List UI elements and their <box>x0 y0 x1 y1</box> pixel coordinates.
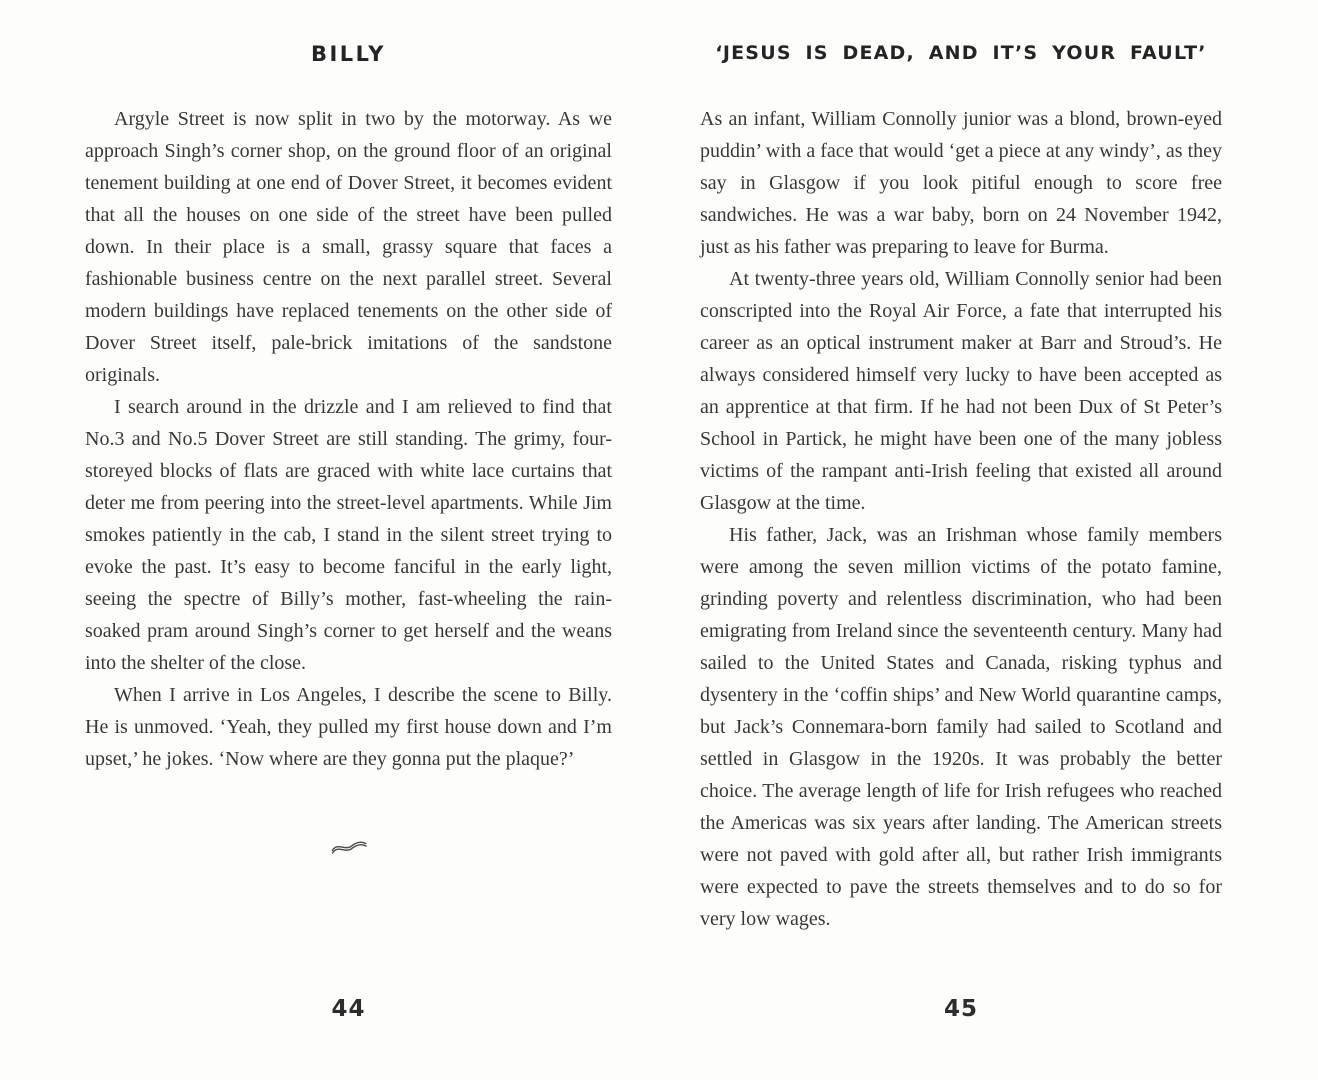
paragraph: His father, Jack, was an Irishman whose family members were among the seven million victims of the potato famine, grinding poverty and relentless discrimination, who had been emigrating from Ireland since the seventeenth century. Many had sailed to the United States and Canada, risking typhus and dysentery in the ‘coffin ships’ and New World quarantine camps, but Jack’s Connemara-born family had sailed to Scotland and settled in Glasgow in the 1920s. It was probably the better choice. The average length of life for Irish refugees who reached the Americas was six years after landing. The American streets were not paved with gold after all, but rather Irish immigrants were expected to pave the streets themselves and to do so for very low wages. <box>700 524 1222 930</box>
page-right <box>700 0 1222 1080</box>
paragraph: At twenty-three years old, William Connolly senior had been conscripted into the Royal Air Force, a fate that interrupted his career as an optical instrument maker at Barr and Stroud’s. He always considered himself very lucky to have been accepted as an apprentice at that firm. If he had not been Dux of St Peter’s School in Partick, he might have been one of the many jobless victims of the rampant anti-Irish feeling that existed all around Glasgow at the time. <box>700 268 1222 514</box>
right-running-head: ‘JESUS IS DEAD, AND IT’S YOUR FAULT’ <box>715 42 1207 64</box>
right-body-text <box>700 103 1222 935</box>
paragraph: I search around in the drizzle and I am relieved to find that No.3 and No.5 Dover Street are still standing. The grimy, four-storeyed blocks of flats are graced with white lace curtains that deter me from peering into the street-level apartments. While Jim smokes patiently in the cab, I stand in the silent street trying to evoke the past. It’s easy to become fanciful in the early light, seeing the spectre of Billy’s mother, fast-wheeling the rain-soaked pram around Singh’s corner to get herself and the weans into the shelter of the close. <box>85 396 612 674</box>
left-running-head: BILLY <box>310 42 387 66</box>
paragraph: As an infant, William Connolly junior was a blond, brown-eyed puddin’ with a face that would ‘get a piece at any windy’, as they say in Glasgow if you look pitiful enough to score free sandwiches. He was a war baby, born on 24 November 1942, just as his father was preparing to leave for Burma. <box>700 108 1222 258</box>
left-page-number: 44 <box>331 996 366 1022</box>
squiggle-divider-icon <box>85 838 612 859</box>
left-body-text <box>85 103 612 775</box>
page-left <box>85 0 612 1080</box>
paragraph: Argyle Street is now split in two by the motorway. As we approach Singh’s corner shop, on the ground floor of an original tenement building at one end of Dover Street, it becomes evident that all the houses on one side of the street have been pulled down. In their place is a small, grassy square that faces a fashionable business centre on the next parallel street. Several modern buildings have replaced tenements on the other side of Dover Street itself, pale-brick imitations of the sandstone originals. <box>85 108 612 386</box>
paragraph: When I arrive in Los Angeles, I describe the scene to Billy. He is unmoved. ‘Yeah, they pulled my first house down and I’m upset,’ he jokes. ‘Now where are they gonna put the plaque?’ <box>85 684 612 770</box>
right-page-number: 45 <box>943 996 978 1022</box>
